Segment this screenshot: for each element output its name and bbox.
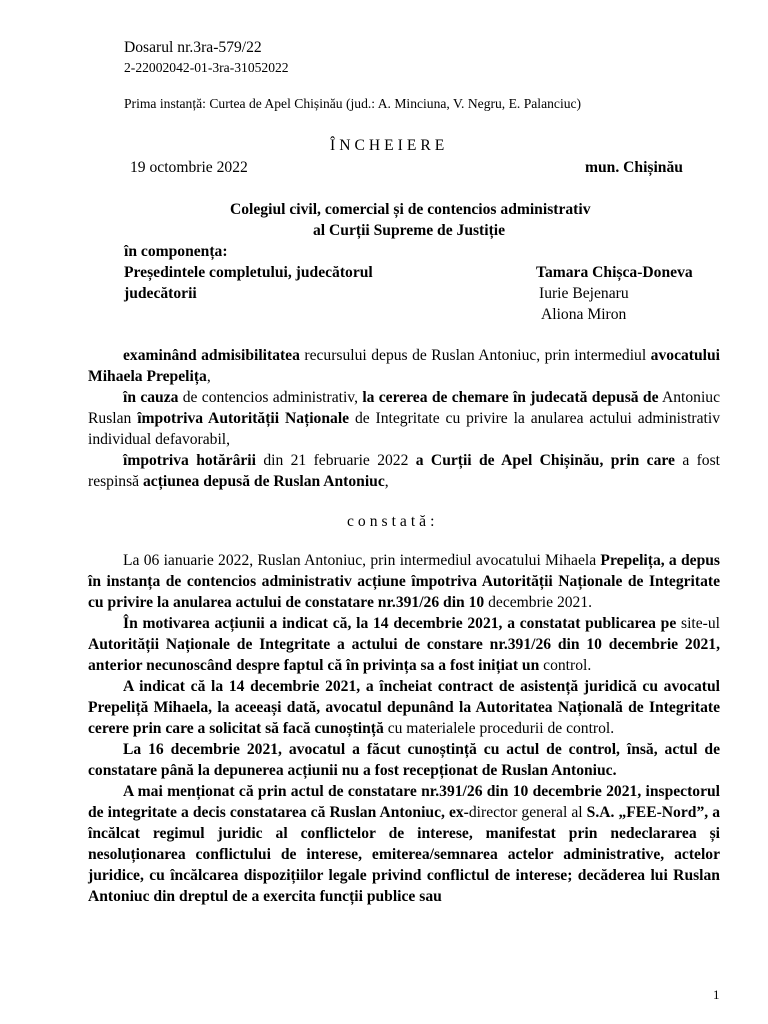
body-paragraph-1: La 06 ianuarie 2022, Ruslan Antoniuc, prin intermediul avocatului Mihaela Prepelița, a depus în instanța de contencios administrativ acțiune împotriva Autorității Naționale de Integritate cu privire la anularea actului de constatare nr.391/26 din 10 decembrie 2021. <box>88 552 720 611</box>
president-role: Președintele completului, judecătorul <box>124 264 373 281</box>
judges-role: judecătorii <box>124 285 197 302</box>
intro-paragraph-2: în cauza de contencios administrativ, la cererea de chemare în judecată depusă de Antoniuc Ruslan împotriva Autorității Naționale de Integritate cu privire la anularea actului administrativ individual defavorabil, <box>88 389 720 448</box>
document-title: ÎNCHEIERE <box>330 137 449 154</box>
body-paragraph-4: La 16 decembrie 2021, avocatul a făcut cunoștință cu actul de control, însă, actul de constatare până la depunerea acțiunii nu a fost recepționat de Ruslan Antoniuc. <box>88 741 720 779</box>
college-line2: al Curții Supreme de Justiție <box>313 222 506 239</box>
composition-label: în componența: <box>124 243 228 260</box>
college-line1: Colegiul civil, comercial și de contencios administrativ <box>230 201 591 218</box>
intro-paragraph-3: împotriva hotărârii din 21 februarie 2022 a Curții de Apel Chișinău, prin care a fost respinsă acțiunea depusă de Ruslan Antoniuc, <box>88 452 721 490</box>
constata-heading: constată: <box>347 513 439 530</box>
intro-section <box>88 345 720 492</box>
judge-1: Iurie Bejenaru <box>539 285 629 302</box>
first-instance: Prima instanță: Curtea de Apel Chișinău (jud.: A. Minciuna, V. Negru, E. Palanciuc) <box>124 96 582 111</box>
president-name: Tamara Chișca-Doneva <box>536 264 693 281</box>
page-number: 1 <box>713 987 720 1002</box>
document-date: 19 octombrie 2022 <box>130 159 248 176</box>
case-code: 2-22002042-01-3ra-31052022 <box>124 60 289 75</box>
body-paragraph-2: În motivarea acțiunii a indicat că, la 14 decembrie 2021, a constatat publicarea pe site-ul Autorității Naționale de Integritate a actului de constare nr.391/26 din 10 decembrie 2021, anterior necunoscând despre faptul că în privința sa a fost inițiat un control. <box>88 615 720 674</box>
body-section <box>88 550 720 907</box>
document-place: mun. Chișinău <box>585 159 683 176</box>
body-paragraph-5: A mai menționat că prin actul de constatare nr.391/26 din 10 decembrie 2021, inspectorul de integritate a decis constatarea că Ruslan Antoniuc, ex-director general al S.A. „FEE-Nord”, a încălcat regimul juridic al conflictelor de interese, manifestat prin nedeclararea și nesoluționarea conflictului de interese, emiterea/semnarea actelor administrative, actelor juridice, cu încălcarea dispozițiilor legale privind conflictul de interese; decăderea lui Ruslan Antoniuc din dreptul de a exercita funcții publice sau <box>88 783 721 905</box>
case-number: Dosarul nr.3ra-579/22 <box>124 39 262 56</box>
judge-2: Aliona Miron <box>541 306 627 323</box>
intro-paragraph-1: examinând admisibilitatea recursului depus de Ruslan Antoniuc, prin intermediul avocatului Mihaela Prepelița, <box>88 347 720 385</box>
body-paragraph-3: A indicat că la 14 decembrie 2021, a încheiat contract de asistență juridică cu avocatul Prepeliță Mihaela, la aceeași dată, avocatul depunând la Autoritatea Națională de Integritate cerere prin care a solicitat să facă cunoștință cu materialele procedurii de control. <box>88 678 720 737</box>
